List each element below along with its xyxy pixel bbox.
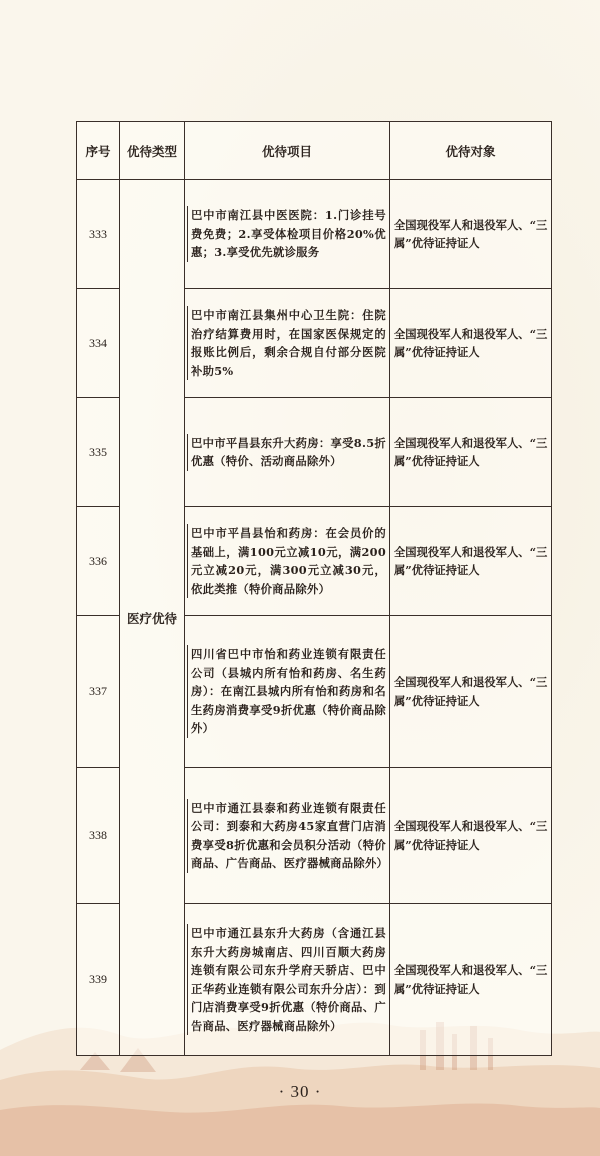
row-number: 338: [77, 768, 120, 904]
benefit-item-cell: [185, 289, 390, 398]
benefit-item-cell: [185, 768, 390, 904]
header-benefit-target: 优待对象: [390, 122, 552, 180]
row-number: 334: [77, 289, 120, 398]
row-number: 337: [77, 616, 120, 768]
benefit-item-text: 巴中市南江县集州中心卫生院：住院治疗结算费用时，在国家医保规定的报账比例后，剩余合规自付部分医院补助5%: [187, 306, 386, 380]
benefit-target-cell: 全国现役军人和退役军人、“三属”优待证持证人: [390, 904, 552, 1056]
row-number: 336: [77, 507, 120, 616]
benefit-item-cell: [185, 507, 390, 616]
benefit-target-cell: 全国现役军人和退役军人、“三属”优待证持证人: [390, 289, 552, 398]
benefit-item-text: 巴中市通江县泰和药业连锁有限责任公司：到泰和大药房45家直营门店消费享受8折优惠和会员积分活动（特价商品、广告商品、医疗器械商品除外）: [187, 799, 386, 873]
benefit-item-cell: [185, 904, 390, 1056]
benefit-item-text: 巴中市南江县中医医院：1.门诊挂号费免费；2.享受体检项目价格20%优惠；3.享受优先就诊服务: [187, 206, 386, 262]
benefit-target-cell: 全国现役军人和退役军人、“三属”优待证持证人: [390, 398, 552, 507]
benefit-item-cell: [185, 398, 390, 507]
benefit-target-cell: 全国现役军人和退役军人、“三属”优待证持证人: [390, 507, 552, 616]
row-number: 333: [77, 180, 120, 289]
benefit-item-text: 四川省巴中市怡和药业连锁有限责任公司（县城内所有怡和药房、名生药房）：在南江县城内所有怡和药房和名生药房消费享受9折优惠（特价商品除外）: [187, 645, 386, 738]
benefits-table: [76, 121, 552, 1056]
benefit-item-text: 巴中市平昌县怡和药房：在会员价的基础上，满100元立减10元，满200元立减20元，满300元立减30元，依此类推（特价商品除外）: [187, 524, 386, 598]
table-row: [77, 180, 552, 289]
header-serial-number: 序号: [77, 122, 120, 180]
header-benefit-item: 优待项目: [185, 122, 390, 180]
row-number: 335: [77, 398, 120, 507]
benefit-item-text: 巴中市平昌县东升大药房：享受8.5折优惠（特价、活动商品除外）: [187, 434, 386, 471]
benefit-target-cell: 全国现役军人和退役军人、“三属”优待证持证人: [390, 768, 552, 904]
benefit-item-cell: [185, 180, 390, 289]
benefit-type-cell: 医疗优待: [120, 180, 185, 1056]
header-benefit-type: 优待类型: [120, 122, 185, 180]
row-number: 339: [77, 904, 120, 1056]
table-header-row: [77, 122, 552, 180]
benefit-item-cell: [185, 616, 390, 768]
benefit-target-cell: 全国现役军人和退役军人、“三属”优待证持证人: [390, 616, 552, 768]
benefit-target-cell: 全国现役军人和退役军人、“三属”优待证持证人: [390, 180, 552, 289]
benefit-item-text: 巴中市通江县东升大药房（含通江县东升大药房城南店、四川百顺大药房连锁有限公司东升学府天骄店、巴中正华药业连锁有限公司东升分店）：到门店消费享受9折优惠（特价商品、广告商品、医疗器械商品除外）: [187, 924, 386, 1035]
page-number: · 30 ·: [278, 1082, 322, 1101]
